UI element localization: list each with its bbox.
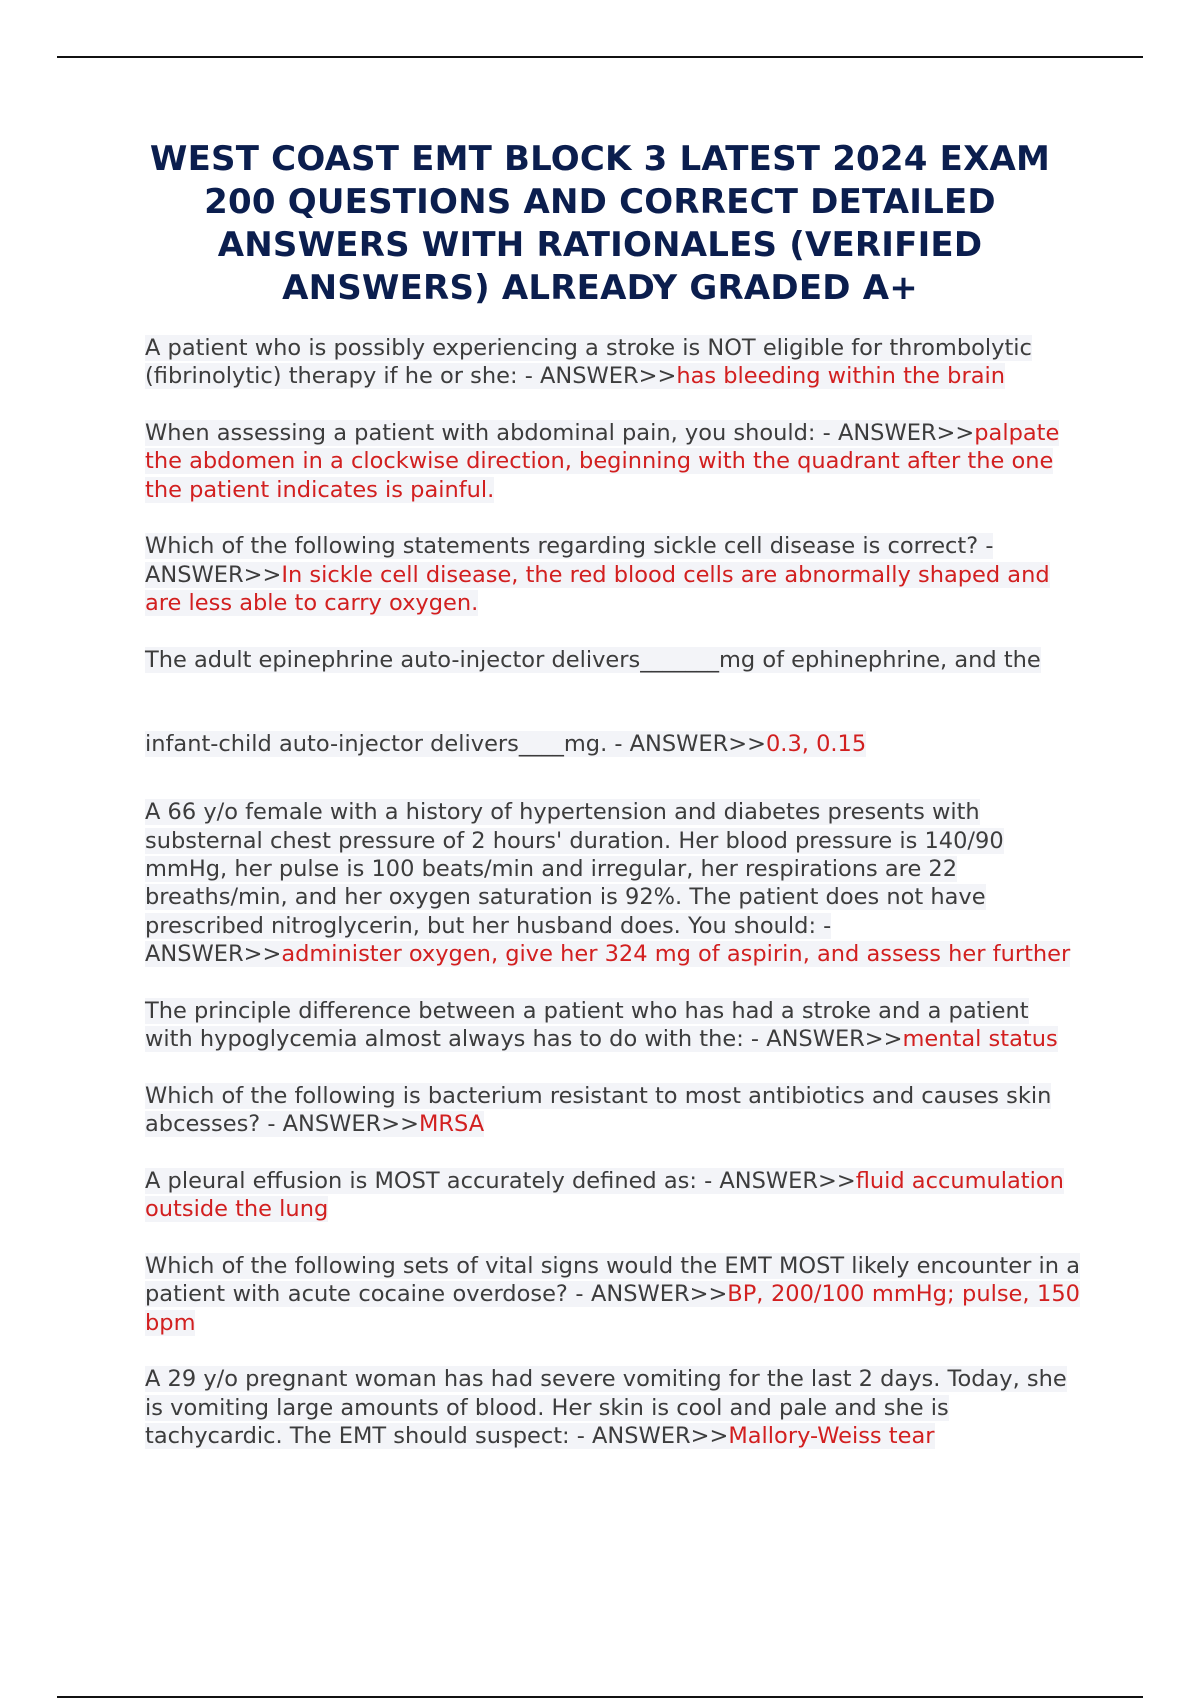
question-text: A patient who is possibly experiencing a stroke is NOT eligible for thrombolytic (fibrinolytic) therapy if he or she: - ANSWER>> bbox=[145, 335, 1032, 390]
question-text: The adult epinephrine auto-injector delivers_______mg of ephinephrine, and the bbox=[145, 646, 1041, 673]
answer-text: Mallory-Weiss tear bbox=[728, 1423, 935, 1450]
answer-text: administer oxygen, give her 324 mg of aspirin, and assess her further bbox=[281, 940, 1071, 967]
question-text: A pleural effusion is MOST accurately defined as: - ANSWER>> bbox=[145, 1167, 856, 1194]
answer-text: MRSA bbox=[418, 1111, 485, 1138]
qa-item bbox=[145, 798, 1080, 968]
top-rule bbox=[57, 56, 1143, 58]
qa-item bbox=[145, 1167, 1080, 1224]
qa-item bbox=[145, 334, 1080, 391]
question-text: Which of the following is bacterium resistant to most antibiotics and causes skin abcesses? - ANSWER>> bbox=[145, 1082, 1052, 1138]
qa-list bbox=[145, 334, 1080, 1479]
blank-gap bbox=[145, 674, 1080, 730]
answer-text: mental status bbox=[902, 1026, 1058, 1053]
qa-item bbox=[145, 532, 1080, 617]
question-text: When assessing a patient with abdominal pain, you should: - ANSWER>> bbox=[145, 420, 975, 447]
answer-text: 0.3, 0.15 bbox=[765, 731, 867, 758]
question-text: A 66 y/o female with a history of hypertension and diabetes presents with substernal chest pressure of 2 hours' duration. Her blood pressure is 140/90 mmHg, her pulse is 100 beats/min and irregular, her respirations are 22 breaths/min, and her oxygen saturation is 92%. The patient does not have prescribed nitroglycerin, but her husband does. You should: - ANSWER>> bbox=[145, 799, 1004, 967]
question-text: Which of the following sets of vital signs would the EMT MOST likely encounter in a patient with acute cocaine overdose? - ANSWER>> bbox=[145, 1253, 1080, 1308]
answer-text: palpate the abdomen in a clockwise direction, beginning with the quadrant after the one the patient indicates is painful. bbox=[145, 420, 1060, 503]
qa-item bbox=[145, 1365, 1080, 1450]
answer-text: has bleeding within the brain bbox=[676, 363, 1005, 390]
question-text-continued: infant-child auto-injector delivers____mg. - ANSWER>> bbox=[145, 731, 766, 758]
qa-item bbox=[145, 646, 1080, 759]
answer-text: BP, 200/100 mmHg; pulse, 150 bpm bbox=[145, 1281, 1080, 1336]
qa-item bbox=[145, 419, 1080, 504]
document-title: WEST COAST EMT BLOCK 3 LATEST 2024 EXAM 200 QUESTIONS AND CORRECT DETAILED ANSWERS WITH RATIONALES (VERIFIED ANSWERS) ALREADY GRADED A+ bbox=[149, 139, 1051, 308]
question-text: Which of the following statements regarding sickle cell disease is correct? - ANSWER>> bbox=[145, 533, 994, 588]
answer-text: In sickle cell disease, the red blood cells are abnormally shaped and are less able to carry oxygen. bbox=[145, 561, 1050, 617]
question-text: A 29 y/o pregnant woman has had severe vomiting for the last 2 days. Today, she is vomiting large amounts of blood. Her skin is cool and pale and she is tachycardic. The EMT should suspect: - ANSWER>> bbox=[145, 1366, 1067, 1450]
answer-text: fluid accumulation outside the lung bbox=[145, 1167, 1064, 1223]
qa-item bbox=[145, 1252, 1080, 1337]
qa-item bbox=[145, 1082, 1080, 1139]
qa-item bbox=[145, 997, 1080, 1054]
question-text: The principle difference between a patient who has had a stroke and a patient with hypoglycemia almost always has to do with the: - ANSWER>> bbox=[145, 997, 1029, 1053]
bottom-rule bbox=[57, 1696, 1143, 1698]
